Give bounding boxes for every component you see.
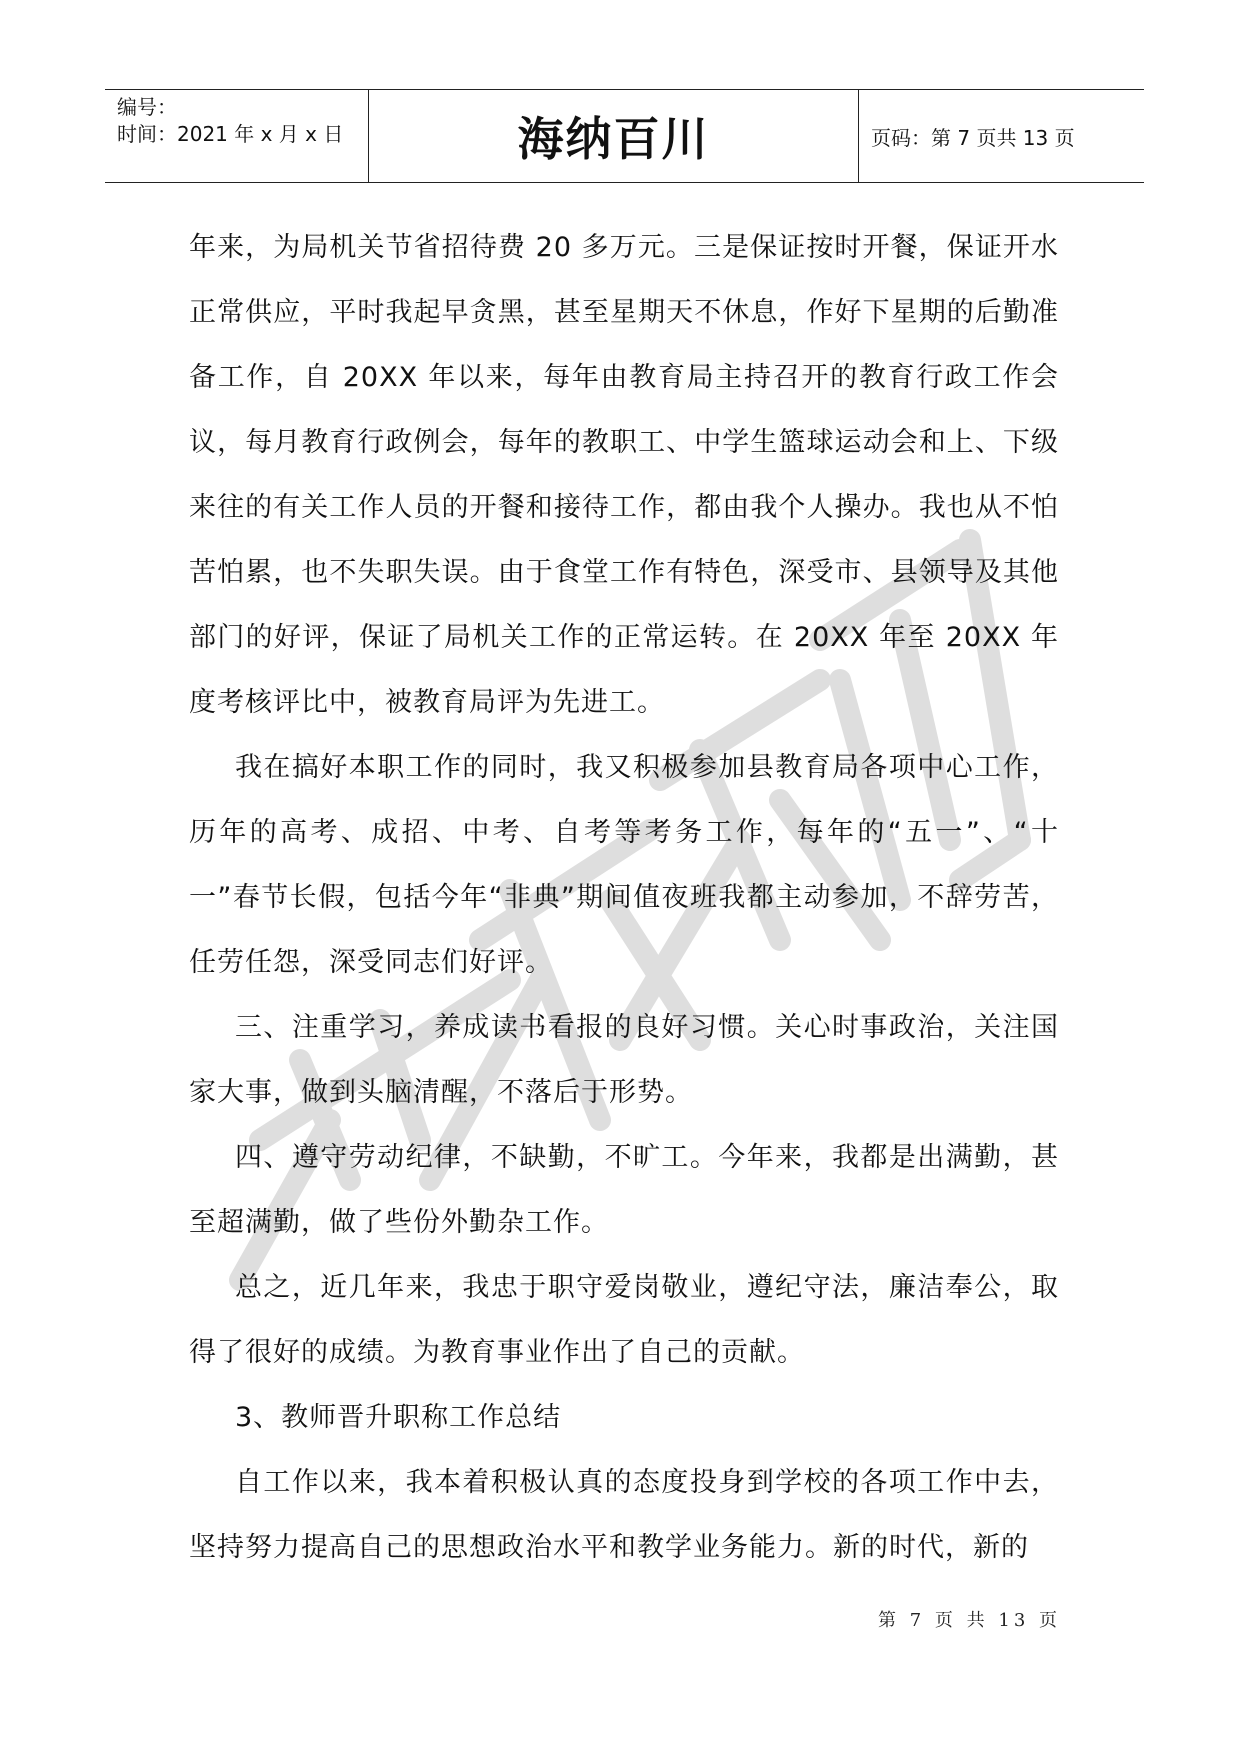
section-heading: 3、教师晋升职称工作总结: [235, 1402, 562, 1433]
document-header: [105, 89, 1144, 183]
header-page-label: 页码：第 7 页共 13 页: [871, 125, 1075, 150]
paragraph: 总之，近几年来，我忠于职守爱岗敬业，遵纪守法，廉洁奉公，取得了很好的成绩。为教育事业作出了自己的贡献。: [189, 1272, 1059, 1368]
paragraph: 四、遵守劳动纪律，不缺勤，不旷工。今年来，我都是出满勤，甚至超满勤，做了些份外勤杂工作。: [189, 1142, 1059, 1238]
paragraph-continuation: 年来，为局机关节省招待费 20 多万元。三是保证按时开餐，保证开水正常供应，平时我起早贪黑，甚至星期天不休息，作好下星期的后勤准备工作，自 20XX 年以来，每年由教育局主持召开的教育行政工作会议，每月教育行政例会，每年的教职工、中学生篮球运动会和上、下级来往的有关工作人员的开餐和接待工作，都由我个人操办。我也从不怕苦怕累，也不失职失误。由于食堂工作有特色，深受市、县领导及其他部门的好评，保证了局机关工作的正常运转。在 20XX 年至 20XX 年度考核评比中，被教育局评为先进工。: [189, 232, 1059, 718]
header-title: 海纳百川: [369, 90, 859, 182]
document-number-label: 编号：: [117, 95, 177, 119]
page-footer: 第 7 页 共 13 页: [878, 1610, 1061, 1631]
paragraph: 我在搞好本职工作的同时，我又积极参加县教育局各项中心工作，历年的高考、成招、中考、自考等考务工作，每年的“五一”、“十一”春节长假，包括今年“非典”期间值夜班我都主动参加，不辞劳苦，任劳任怨，深受同志们好评。: [189, 752, 1059, 978]
document-body: [189, 215, 1059, 1580]
paragraph: 自工作以来，我本着积极认真的态度投身到学校的各项工作中去，坚持努力提高自己的思想政治水平和教学业务能力。新的时代，新的: [189, 1467, 1059, 1563]
header-meta: [105, 90, 369, 182]
document-time-label: 时间：2021 年 x 月 x 日: [117, 122, 344, 146]
paragraph: 三、注重学习，养成读书看报的良好习惯。关心时事政治，关注国家大事，做到头脑清醒，不落后于形势。: [189, 1012, 1059, 1108]
